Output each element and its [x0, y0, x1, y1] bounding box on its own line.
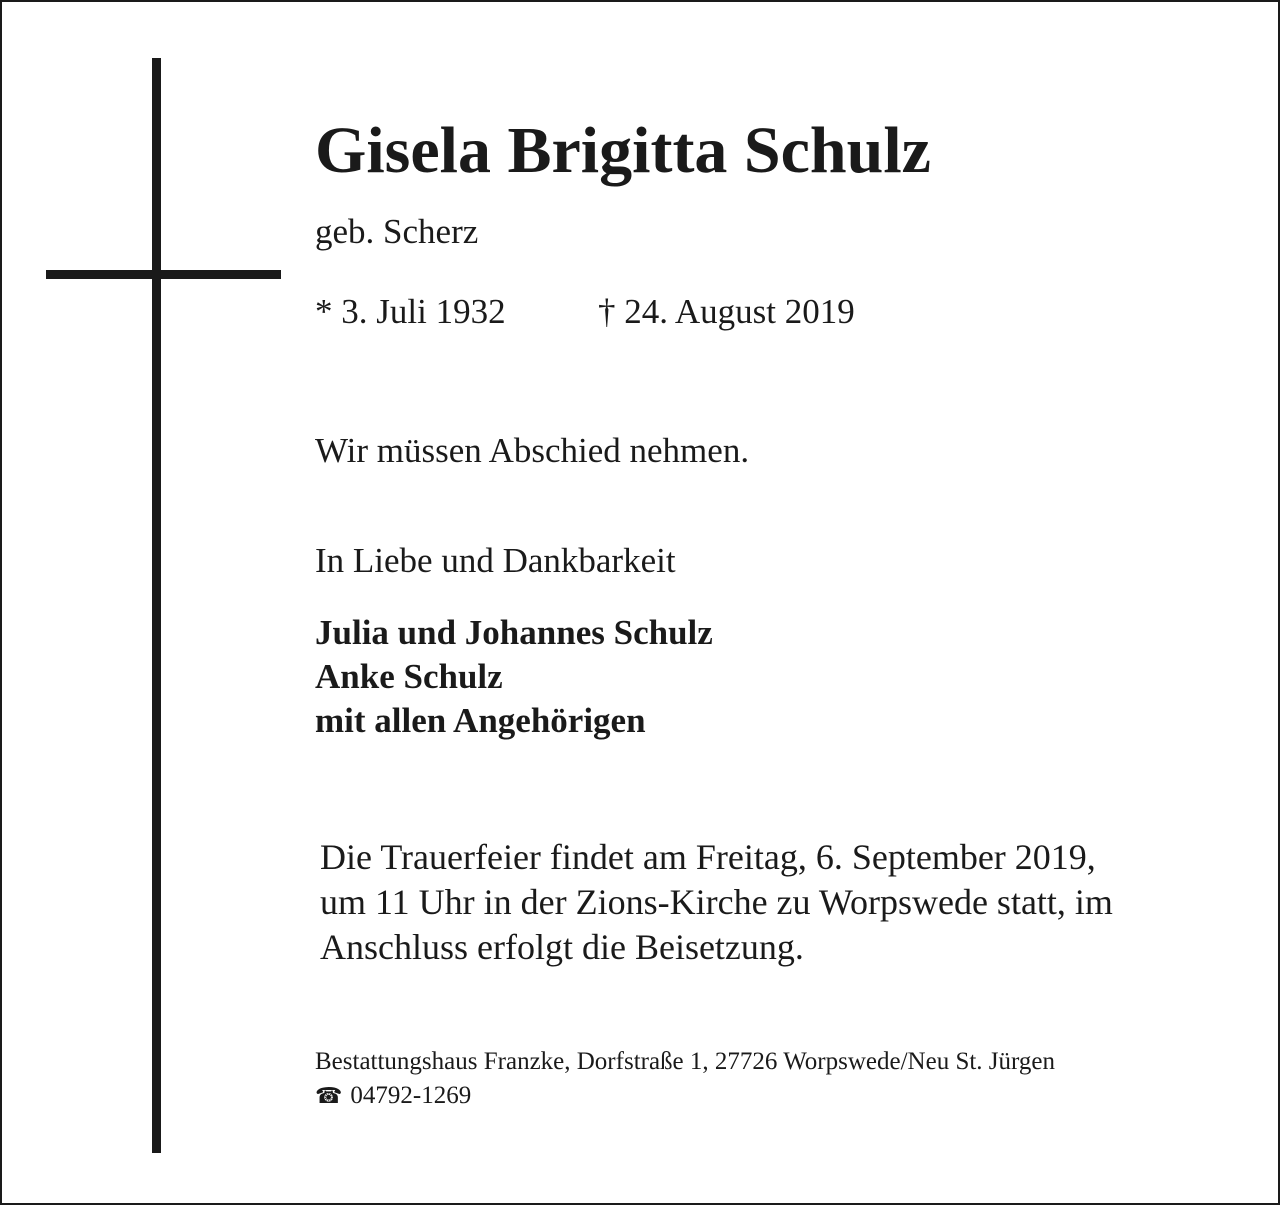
love-line: In Liebe und Dankbarkeit [315, 541, 676, 580]
phone-icon: ☎ [315, 1084, 343, 1109]
service-line: um 11 Uhr in der Zions-Kirche zu Worpswede statt, im [320, 882, 1113, 922]
funeral-home-phone: 04792-1269 [350, 1082, 472, 1109]
life-dates [315, 292, 855, 331]
service-line: Anschluss erfolgt die Beisetzung. [320, 927, 804, 967]
mourner-line: Anke Schulz [315, 657, 503, 696]
mourner-line: mit allen Angehörigen [315, 701, 646, 740]
farewell-line: Wir müssen Abschied nehmen. [315, 431, 750, 470]
maiden-name: geb. Scherz [315, 212, 479, 251]
service-announcement [320, 835, 1113, 970]
service-line: Die Trauerfeier findet am Freitag, 6. September 2019, [320, 837, 1096, 877]
deceased-name: Gisela Brigitta Schulz [315, 114, 931, 187]
funeral-home-phone-row [315, 1079, 1055, 1114]
cross-icon-vertical-bar [152, 58, 161, 1153]
funeral-home-info [315, 1045, 1055, 1114]
mourners-list [315, 611, 713, 743]
funeral-home-address: Bestattungshaus Franzke, Dorfstraße 1, 27726 Worpswede/Neu St. Jürgen [315, 1048, 1055, 1075]
mourner-line: Julia und Johannes Schulz [315, 613, 713, 652]
death-date: † 24. August 2019 [598, 292, 855, 331]
cross-icon-horizontal-bar [46, 270, 281, 279]
birth-date: * 3. Juli 1932 [315, 292, 506, 331]
